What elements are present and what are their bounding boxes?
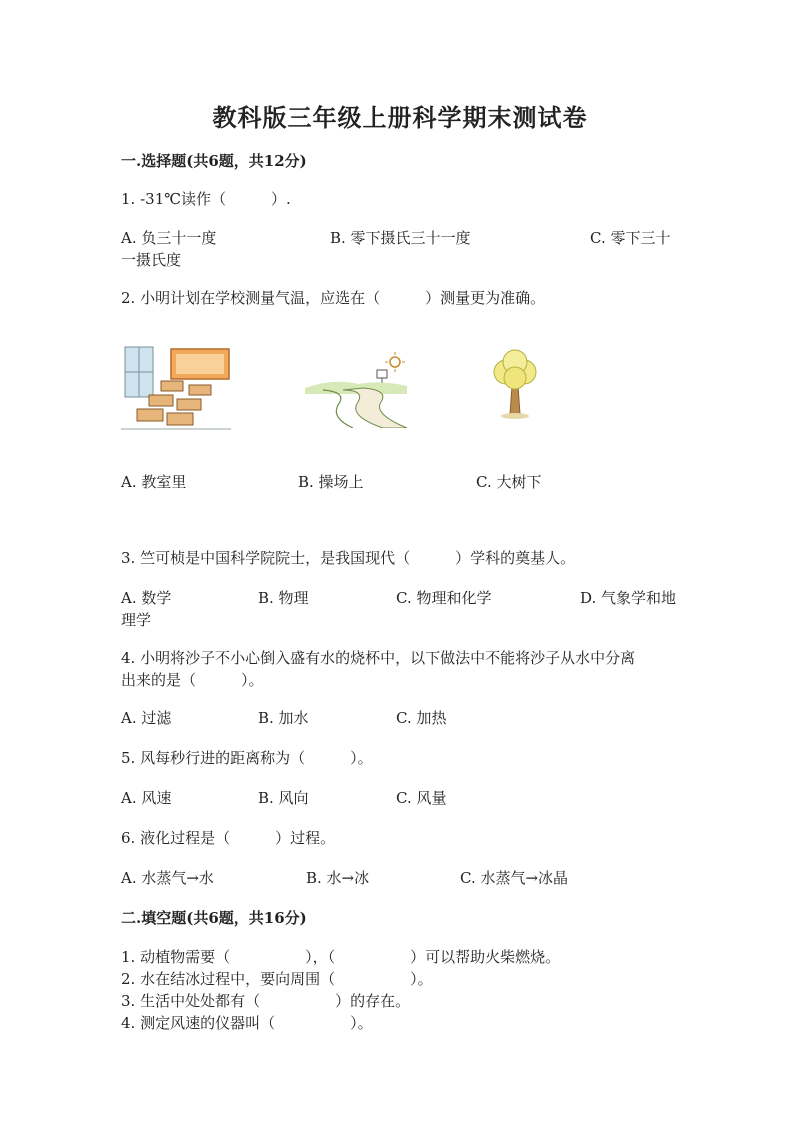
q3-option-b: B. 物理 <box>258 589 309 607</box>
q4-option-c: C. 加热 <box>396 709 447 727</box>
tree-picture <box>488 348 543 420</box>
q4-option-a: A. 过滤 <box>121 709 172 727</box>
question-6: 6. 液化过程是（ ）过程。 <box>121 829 336 847</box>
section-heading-choice: 一.选择题(共6题，共12分) <box>121 152 307 170</box>
q3-option-c: C. 物理和化学 <box>396 589 492 607</box>
q1-option-c-continued: 一摄氏度 <box>121 251 182 269</box>
q1-option-c: C. 零下三十 <box>590 229 671 247</box>
q3-option-d-continued: 理学 <box>121 611 152 629</box>
fill-question-3: 3. 生活中处处都有（ ）的存在。 <box>121 992 411 1010</box>
fill-question-4: 4. 测定风速的仪器叫（ ）。 <box>121 1014 373 1032</box>
q3-option-a: A. 数学 <box>121 589 172 607</box>
q6-option-b: B. 水→冰 <box>306 869 370 887</box>
q6-option-a: A. 水蒸气→水 <box>121 869 214 887</box>
q5-option-b: B. 风向 <box>258 789 309 807</box>
q3-option-d: D. 气象学和地 <box>580 589 677 607</box>
classroom-picture <box>121 345 231 430</box>
q1-option-a: A. 负三十一度 <box>121 229 217 247</box>
question-4-line-1: 4. 小明将沙子不小心倒入盛有水的烧杯中，以下做法中不能将沙子从水中分离 <box>121 649 636 667</box>
playground-picture <box>303 350 408 428</box>
q1-option-b: B. 零下摄氏三十一度 <box>330 229 471 247</box>
question-1: 1. -31℃读作（ ）. <box>121 190 291 208</box>
fill-question-1: 1. 动植物需要（ ），（ ）可以帮助火柴燃烧。 <box>121 948 561 966</box>
q5-option-c: C. 风量 <box>396 789 447 807</box>
q6-option-c: C. 水蒸气→冰晶 <box>460 869 569 887</box>
q4-option-b: B. 加水 <box>258 709 309 727</box>
section-heading-fill: 二.填空题(共6题，共16分) <box>121 909 307 927</box>
question-3: 3. 竺可桢是中国科学院院士，是我国现代（ ）学科的奠基人。 <box>121 549 576 567</box>
question-2: 2. 小明计划在学校测量气温，应选在（ ）测量更为准确。 <box>121 289 546 307</box>
question-4-line-2: 出来的是（ ）。 <box>121 671 264 689</box>
fill-question-2: 2. 水在结冰过程中，要向周围（ ）。 <box>121 970 433 988</box>
q2-option-b: B. 操场上 <box>298 473 364 491</box>
q2-option-c: C. 大树下 <box>476 473 542 491</box>
question-5: 5. 风每秒行进的距离称为（ ）。 <box>121 749 373 767</box>
q2-option-a: A. 教室里 <box>121 473 187 491</box>
q5-option-a: A. 风速 <box>121 789 172 807</box>
page-title: 教科版三年级上册科学期末测试卷 <box>212 103 588 132</box>
